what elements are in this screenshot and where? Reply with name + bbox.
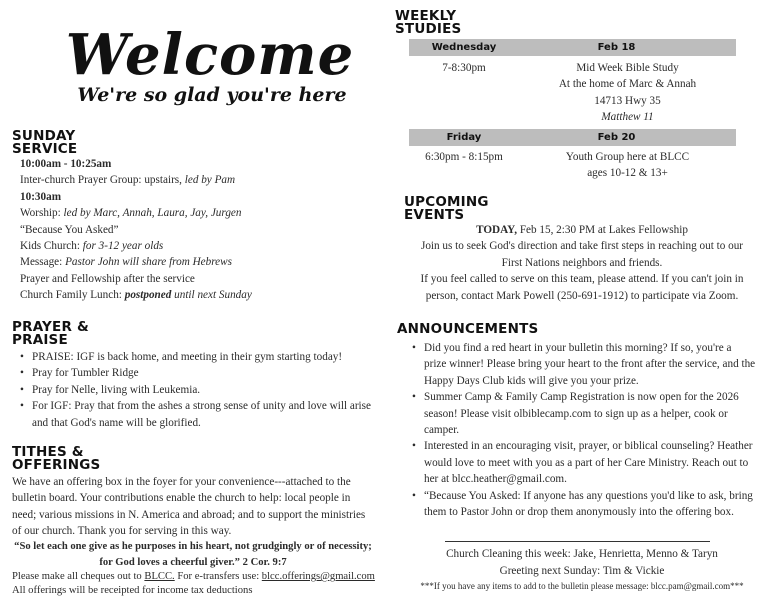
list-item: • Did you find a red heart in your bulletin this morning? If so, you're a prize winner! Please bring your heart to the front after the service, and the Happy Days Club kids will give you your prize. xyxy=(424,340,756,389)
footer-divider xyxy=(445,541,710,542)
list-item: • PRAISE: IGF is back home, and meeting in their gym starting today! xyxy=(32,349,374,365)
time-slot-2: 10:30am xyxy=(20,190,62,203)
prayer-praise-heading: PRAYER & PRAISE xyxy=(12,319,89,348)
schedule-bar-wednesday xyxy=(409,39,736,56)
prayer-group-line: Inter-church Prayer Group: upstairs, led by Pam xyxy=(20,174,236,187)
schedule-bar-friday xyxy=(409,129,736,146)
cleaning-line: Church Cleaning this week: Jake, Henrietta, Menno & Taryn xyxy=(446,548,718,560)
welcome-subtitle: We're so glad you're here xyxy=(77,84,347,106)
receipts-note: All offerings will be receipted for income tax deductions xyxy=(12,585,253,596)
cheques-line: Please make all cheques out to BLCC. For e-transfers use: blcc.offerings@gmail.com xyxy=(12,571,375,582)
list-item: • Pray for Tumbler Ridge xyxy=(32,365,374,381)
weekly-studies-heading: WEEKLY STUDIES xyxy=(395,8,462,37)
bulletin-note: ***If you have any items to add to the bulletin please message: blcc.pam@gmail.com*** xyxy=(420,581,744,591)
date-label: Feb 18 xyxy=(597,42,636,53)
today-label: TODAY, xyxy=(476,224,518,236)
friday-details: Youth Group here at BLCC ages 10-12 & 13+ xyxy=(565,151,690,180)
worship-line: Worship: led by Marc, Annah, Laura, Jay, Jurgen xyxy=(20,207,242,220)
bible-verse: “So let each one give as he purposes in his heart, not grudgingly or of necessity; for God loves a cheerful giver.” 2 Cor. 9:7 xyxy=(14,541,372,568)
lunch-line: Church Family Lunch: postponed until next Sunday xyxy=(20,289,252,302)
list-item: • Interested in an encouraging visit, prayer, or biblical counseling? Heather would love to meet with you as a part of her Care Ministry. Reach out to her at blcc.heather@gmail.com. xyxy=(424,438,756,487)
sunday-service-details xyxy=(20,156,390,304)
song-title: “Because You Asked” xyxy=(20,223,119,236)
wednesday-time: 7-8:30pm xyxy=(442,62,486,74)
day-label: Friday xyxy=(446,132,482,143)
welcome-title: Welcome xyxy=(65,22,355,88)
list-item: • Pray for Nelle, living with Leukemia. xyxy=(32,382,374,398)
list-item: • Summer Camp & Family Camp Registration is now open for the 2026 season! Please visit olbiblecamp.com to sign up as a helper, cook or camper. xyxy=(424,389,756,438)
friday-time: 6:30pm - 8:15pm xyxy=(425,151,503,163)
fellowship-line: Prayer and Fellowship after the service xyxy=(20,272,195,285)
payee-link[interactable]: BLCC. xyxy=(144,571,175,582)
date-label: Feb 20 xyxy=(597,132,636,143)
sunday-service-heading: SUNDAY SERVICE xyxy=(12,128,78,157)
tithes-body: We have an offering box in the foyer for your convenience---attached to the bulletin board. Your contributions enable the church to help: local people in need; various missions in N. America and abroad; and to support the ministries of our church. Thank you for serving in this way. xyxy=(12,476,366,538)
etransfer-email-link[interactable]: blcc.offerings@gmail.com xyxy=(261,571,375,582)
message-line: Message: Pastor John will share from Hebrews xyxy=(20,256,232,269)
upcoming-events-heading: UPCOMING EVENTS xyxy=(404,194,489,223)
wednesday-details: Mid Week Bible Study At the home of Marc & Annah 14713 Hwy 35 Matthew 11 xyxy=(558,62,697,124)
list-item: • “Because You Asked: If anyone has any questions you'd like to ask, bring them to Pastor John or drop them anonymously into the offering box. xyxy=(424,488,756,521)
events-body: TODAY, Feb 15, 2:30 PM at Lakes Fellowship Join us to seek God's direction and take first steps in reaching out to our First Nations neighbors and friends. If you feel called to serve on this team, please attend. If you can't join in person, contact Mark Powell (250-691-1912) to participate via Zoom. xyxy=(420,224,744,302)
kids-church-line: Kids Church: for 3-12 year olds xyxy=(20,240,164,253)
day-label: Wednesday xyxy=(431,42,497,53)
announcements-heading: ANNOUNCEMENTS xyxy=(397,321,539,337)
prayer-list xyxy=(12,349,374,431)
greeting-line: Greeting next Sunday: Tim & Vickie xyxy=(499,565,665,577)
list-item: • For IGF: Pray that from the ashes a strong sense of unity and love will arise and that God's name will be glorified. xyxy=(32,398,374,431)
time-slot-1: 10:00am - 10:25am xyxy=(20,158,112,170)
tithes-heading: TITHES & OFFERINGS xyxy=(12,444,101,473)
announcements-list xyxy=(404,340,756,520)
